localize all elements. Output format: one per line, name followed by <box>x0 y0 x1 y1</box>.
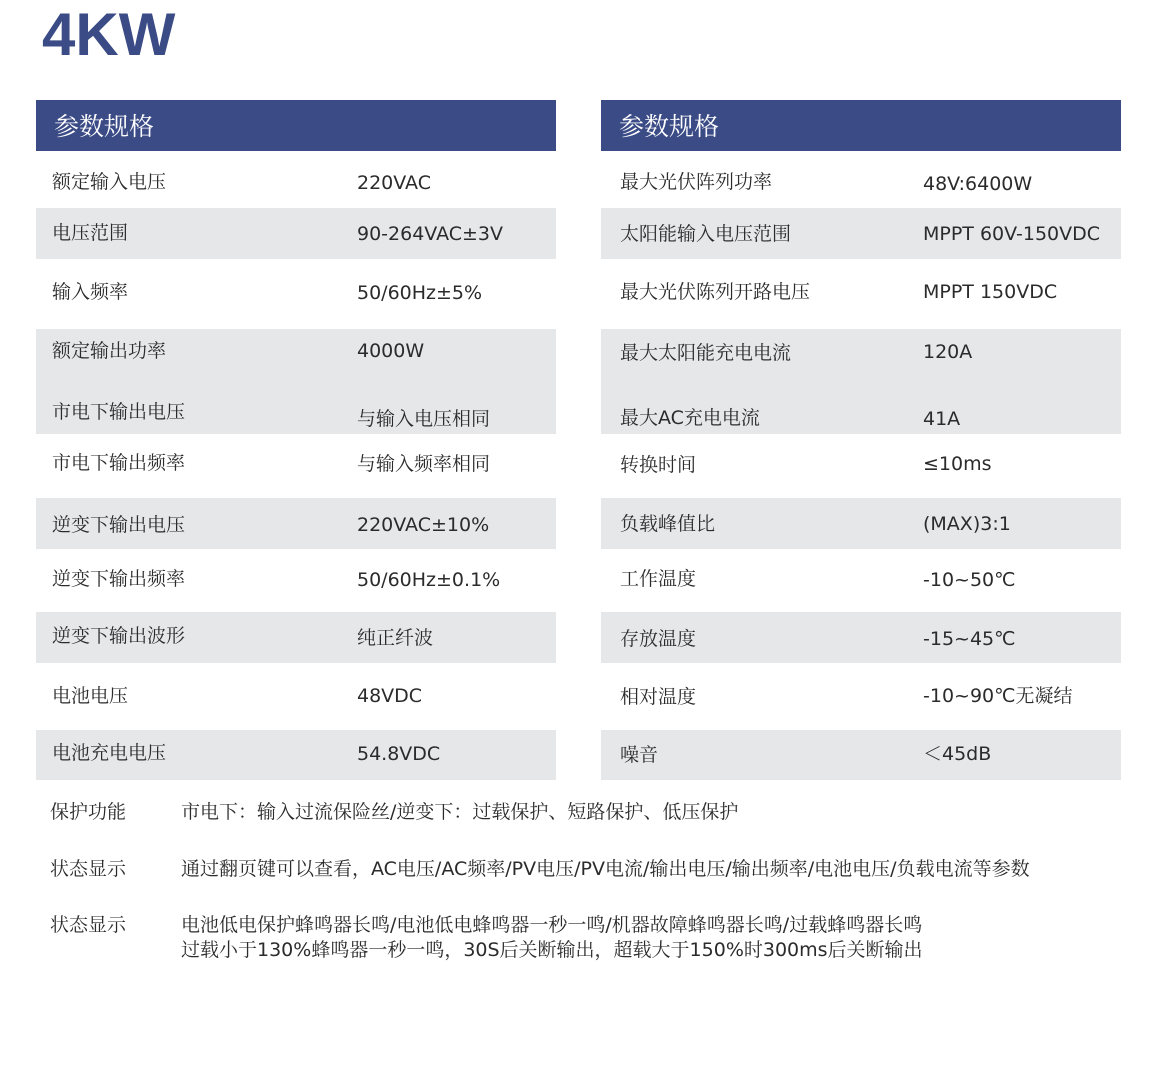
spec-value: 220VAC <box>357 172 431 194</box>
spec-label: 电压范围 <box>52 222 129 244</box>
spec-value: -15~45℃ <box>923 628 1016 650</box>
spec-label: 工作温度 <box>620 568 697 590</box>
spec-label: 额定输出功率 <box>52 340 167 362</box>
spec-label: 太阳能输入电压范围 <box>620 223 792 245</box>
note-text: 通过翻页键可以查看，AC电压/AC频率/PV电压/PV电流/输出电压/输出频率/电池电压/负载电流等参数 <box>181 858 1030 880</box>
spec-row <box>36 151 556 208</box>
spec-label: 额定输入电压 <box>52 171 167 193</box>
spec-row <box>36 434 556 498</box>
spec-value: 41A <box>923 408 961 430</box>
spec-value: MPPT 150VDC <box>923 281 1058 303</box>
spec-label: 相对温度 <box>620 686 697 708</box>
spec-row <box>36 663 556 730</box>
spec-rows <box>601 151 1121 780</box>
spec-label: 电池电压 <box>52 685 129 707</box>
spec-panel-right <box>601 100 1121 780</box>
note-label: 状态显示 <box>50 914 127 936</box>
spec-row-group <box>36 329 556 434</box>
spec-label: 逆变下输出频率 <box>52 568 186 590</box>
spec-row <box>36 549 556 612</box>
note-text: 过载小于130%蜂鸣器一秒一鸣，30S后关断输出，超载大于150%时300ms后关断输出 <box>181 939 923 961</box>
spec-value: ≤10ms <box>923 453 992 475</box>
spec-value: 54.8VDC <box>357 743 441 765</box>
page-title: 4KW <box>42 1 176 68</box>
spec-row <box>601 730 1121 780</box>
spec-value: (MAX)3:1 <box>923 513 1011 535</box>
spec-row <box>601 612 1121 663</box>
spec-row <box>601 434 1121 498</box>
spec-label: 存放温度 <box>620 628 697 650</box>
spec-label: 最大光伏陈列开路电压 <box>620 281 811 303</box>
spec-value: -10~50℃ <box>923 569 1016 591</box>
spec-value: MPPT 60V-150VDC <box>923 223 1101 245</box>
spec-label: 逆变下输出电压 <box>52 514 186 536</box>
spec-rows <box>36 151 556 780</box>
note-text: 市电下：输入过流保险丝/逆变下：过载保护、短路保护、低压保护 <box>181 801 739 823</box>
panel-header: 参数规格 <box>601 100 1121 151</box>
spec-row <box>601 151 1121 208</box>
spec-label: 噪音 <box>620 744 659 766</box>
spec-value: ＜45dB <box>923 743 992 765</box>
spec-value: 90-264VAC±3V <box>357 223 504 245</box>
spec-label: 最大AC充电电流 <box>620 407 760 429</box>
spec-row <box>601 259 1121 329</box>
spec-panel-left <box>36 100 556 780</box>
spec-row <box>36 612 556 663</box>
spec-row <box>601 498 1121 549</box>
spec-label: 市电下输出电压 <box>52 401 186 423</box>
spec-row <box>601 208 1121 259</box>
spec-value: 48V:6400W <box>923 173 1033 195</box>
spec-row-group <box>601 329 1121 434</box>
spec-label: 市电下输出频率 <box>52 452 186 474</box>
panel-header: 参数规格 <box>36 100 556 151</box>
spec-value: 50/60Hz±5% <box>357 282 483 304</box>
spec-label: 转换时间 <box>620 454 697 476</box>
spec-label: 最大光伏阵列功率 <box>620 171 773 193</box>
note-label: 状态显示 <box>50 858 127 880</box>
spec-value: 48VDC <box>357 685 423 707</box>
spec-row <box>601 663 1121 730</box>
spec-value: 与输入频率相同 <box>357 453 491 475</box>
spec-row <box>36 498 556 549</box>
spec-value: 220VAC±10% <box>357 514 490 536</box>
spec-row <box>36 208 556 259</box>
spec-value: -10~90℃无凝结 <box>923 685 1073 707</box>
spec-label: 输入频率 <box>52 281 129 303</box>
spec-label: 逆变下输出波形 <box>52 625 186 647</box>
spec-value: 120A <box>923 341 973 363</box>
spec-value: 纯正纤波 <box>357 627 434 649</box>
note-label: 保护功能 <box>50 801 127 823</box>
spec-row <box>36 259 556 329</box>
spec-value: 与输入电压相同 <box>357 408 491 430</box>
spec-label: 负载峰值比 <box>620 513 716 535</box>
spec-label: 电池充电电压 <box>52 742 167 764</box>
note-text: 电池低电保护蜂鸣器长鸣/电池低电蜂鸣器一秒一鸣/机器故障蜂鸣器长鸣/过载蜂鸣器长鸣 <box>181 914 923 936</box>
spec-label: 最大太阳能充电电流 <box>620 342 792 364</box>
spec-row <box>601 549 1121 612</box>
spec-value: 50/60Hz±0.1% <box>357 569 501 591</box>
spec-value: 4000W <box>357 340 425 362</box>
spec-row <box>36 730 556 780</box>
